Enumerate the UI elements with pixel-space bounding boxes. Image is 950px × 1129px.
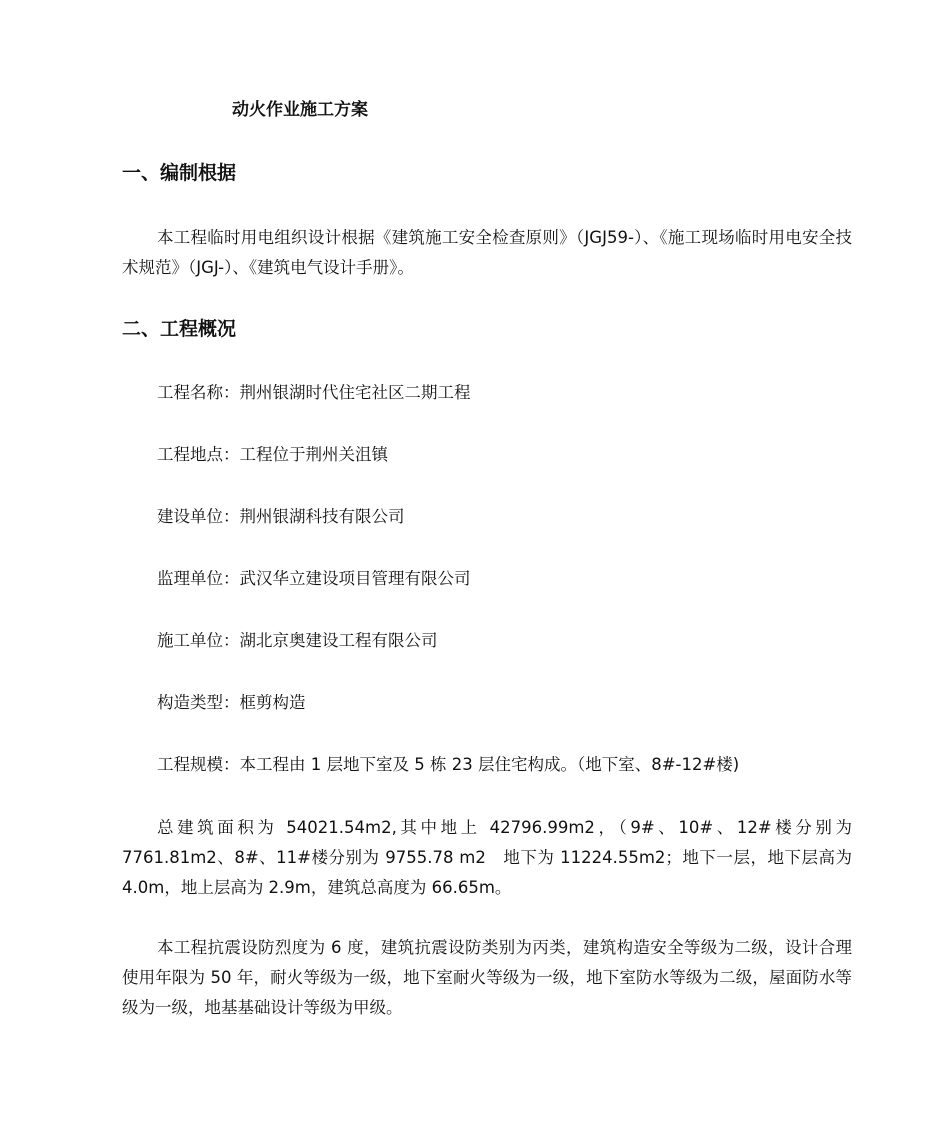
seismic-paragraph: 本工程抗震设防烈度为 6 度，建筑抗震设防类别为丙类，建筑构造安全等级为二级，设计合理使用年限为 50 年，耐火等级为一级，地下室耐火等级为一级，地下室防水等级为二级，屋面防水等级为一级，地基基础设计等级为甲级。 (122, 938, 852, 1017)
field-project-scale: 工程规模：本工程由 1 层地下室及 5 栋 23 层住宅构成。（地下室、8#-12#楼) (157, 755, 740, 774)
basis-paragraph: 本工程临时用电组织设计根据《建筑施工安全检查原则》（JGJ59-）、《施工现场临时用电安全技术规范》（JGJ-）、《建筑电气设计手册》。 (122, 228, 852, 277)
document-title: 动火作业施工方案 (232, 100, 368, 120)
field-project-location: 工程地点：工程位于荆州关沮镇 (157, 445, 388, 464)
field-contractor: 施工单位：湖北京奥建设工程有限公司 (157, 631, 438, 650)
field-owner: 建设单位：荆州银湖科技有限公司 (157, 507, 405, 526)
field-structure-type: 构造类型：框剪构造 (157, 693, 306, 712)
section-heading-overview: 二、工程概况 (122, 318, 237, 340)
section-heading-basis: 一、编制根据 (122, 162, 237, 184)
area-paragraph: 总建筑面积为 54021.54m2,其中地上 42796.99m2，（9#、10#、12#楼分别为7761.81m2、8#、11#楼分别为 9755.78 m2 地下为 11224.55m2；地下一层，地下层高为 4.0m，地上层高为 2.9m，建筑总高度为 66.65m。 (122, 818, 852, 897)
field-project-name: 工程名称：荆州银湖时代住宅社区二期工程 (157, 383, 471, 402)
field-supervisor: 监理单位：武汉华立建设项目管理有限公司 (157, 569, 471, 588)
